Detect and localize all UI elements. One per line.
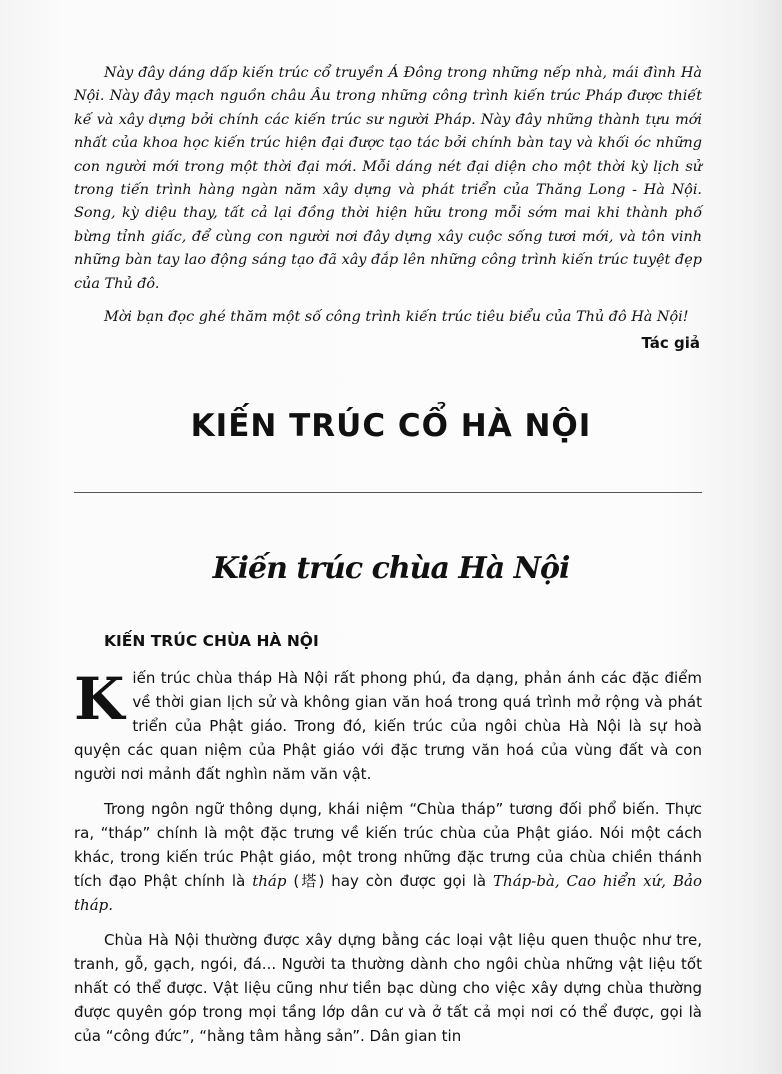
body-paragraph-text: (塔) hay còn được gọi là: [286, 872, 494, 890]
section-divider: [74, 492, 702, 493]
preface-paragraph: Này đây dáng dấp kiến trúc cổ truyền Á Đông trong những nếp nhà, mái đình Hà Nội. Này đây mạch nguồn châu Âu trong những công trình kiến trúc Pháp được thiết kế và xây dựng bởi chính các kiến trúc sư người Pháp. Này đây những thành tựu mới nhất của khoa học kiến trúc hiện đại được tạo tác bởi chính bàn tay và khối óc những con người mới trong một thời đại mới. Mỗi dáng nét đại diện cho một thời kỳ lịch sử trong tiến trình hàng ngàn năm xây dựng và phát triển của Thăng Long - Hà Nội. Song, kỳ diệu thay, tất cả lại đồng thời hiện hữu trong mỗi sớm mai khi thành phố bừng tỉnh giấc, để cùng con người nơi đây dựng xây cuộc sống tươi mới, và tôn vinh những bàn tay lao động sáng tạo đã xây đắp lên những công trình kiến trúc tuyệt đẹp của Thủ đô.: [74, 65, 702, 292]
chapter-subheading: KIẾN TRÚC CHÙA HÀ NỘI: [104, 632, 319, 650]
section-title: KIẾN TRÚC CỔ HÀ NỘI: [190, 408, 592, 444]
body-paragraph-text: Trong ngôn ngữ thông dụng, khái niệm “Chùa tháp” tương đối phổ biến. Thực ra, “tháp” chính là một đặc trưng về kiến trúc chùa của Phật giáo. Nói một cách khác, trong kiến trúc Phật giáo, một trong những đặc trưng của chùa chiền thánh tích đạo Phật chính là: [74, 800, 702, 890]
term-alt-names: Tháp-bà, Cao hiển xứ, Bảo tháp.: [74, 872, 702, 914]
body-paragraph: [74, 797, 702, 917]
term-thap: tháp: [252, 872, 287, 890]
chapter-script-title: Kiến trúc chùa Hà Nội: [212, 551, 570, 586]
drop-cap: K: [74, 665, 125, 733]
body-paragraph-text: iến trúc chùa tháp Hà Nội rất phong phú, đa dạng, phản ánh các đặc điểm về thời gian lịch sử và không gian văn hoá trong quá trình mở rộng và phát triển của Phật giáo. Trong đó, kiến trúc của ngôi chùa Hà Nội là sự hoà quyện các quan niệm của Phật giáo với đặc trưng văn hoá của vùng đất và con người nơi mảnh đất nghìn năm văn vật.: [74, 669, 702, 783]
preface-invitation: Mời bạn đọc ghé thăm một số công trình kiến trúc tiêu biểu của Thủ đô Hà Nội!: [104, 309, 689, 326]
author-signature: Tác giả: [641, 334, 700, 352]
preface-text: [74, 62, 702, 329]
chapter-body: [74, 666, 702, 1059]
body-paragraph: [74, 666, 702, 786]
body-paragraph: Chùa Hà Nội thường được xây dựng bằng các loại vật liệu quen thuộc như tre, tranh, gỗ, gạch, ngói, đá... Người ta thường dành cho ngôi chùa những vật liệu tốt nhất có thể được. Vật liệu cũng như tiền bạc dùng cho việc xây dựng chùa thường được quyên góp trong mọi tầng lớp dân cư và ở tất cả mọi nơi có thể được, gọi là của “công đức”, “hằng tâm hằng sản”. Dân gian tin: [74, 931, 702, 1045]
